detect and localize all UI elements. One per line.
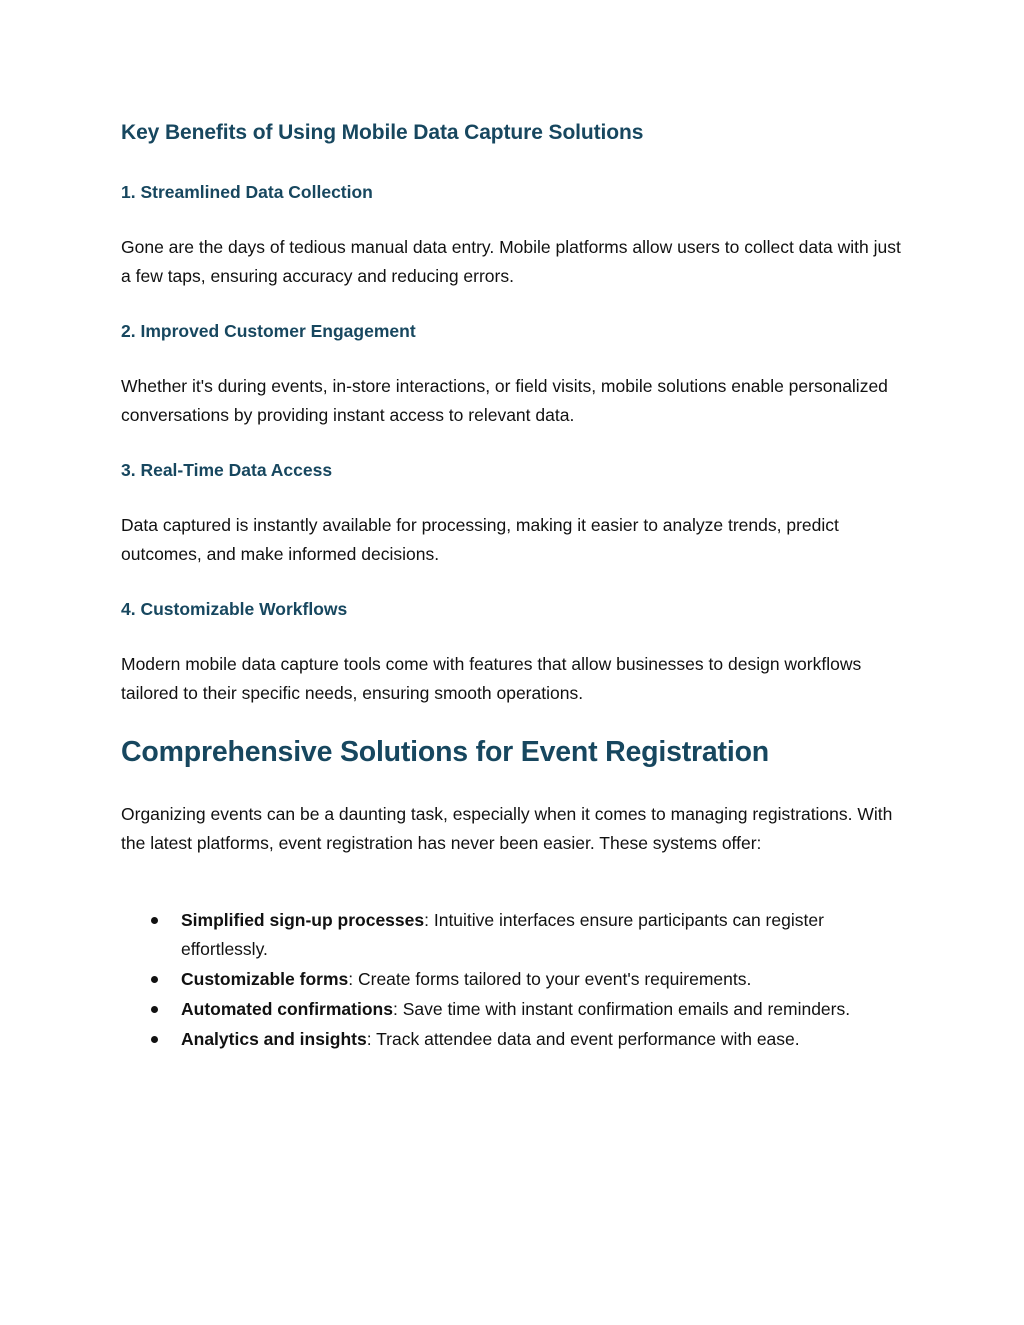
list-item xyxy=(121,1025,911,1054)
list-item-desc: : Intuitive interfaces ensure participants can register effortlessly. xyxy=(181,910,824,959)
benefit-heading-3: 3. Real-Time Data Access xyxy=(121,460,333,480)
list-item xyxy=(121,906,911,964)
bullet-icon xyxy=(151,1006,158,1013)
bullet-icon xyxy=(151,976,158,983)
list-item-desc: : Track attendee data and event performance with ease. xyxy=(366,1029,800,1049)
benefit-heading-1: 1. Streamlined Data Collection xyxy=(121,182,373,202)
section-title-event-registration: Comprehensive Solutions for Event Registration xyxy=(121,736,769,768)
benefit-body-1: Gone are the days of tedious manual data entry. Mobile platforms allow users to collect data with just a few taps, ensuring accuracy and reducing errors. xyxy=(121,237,901,286)
list-item-desc: : Create forms tailored to your event's requirements. xyxy=(348,969,752,989)
list-item-term: Simplified sign-up processes xyxy=(181,910,425,930)
bullet-icon xyxy=(151,917,158,924)
benefit-body-2: Whether it's during events, in-store interactions, or field visits, mobile solutions enable personalized conversations by providing instant access to relevant data. xyxy=(121,376,888,425)
list-item-term: Customizable forms xyxy=(181,969,349,989)
benefit-body-3: Data captured is instantly available for processing, making it easier to analyze trends, predict outcomes, and make informed decisions. xyxy=(121,515,839,564)
bullet-icon xyxy=(151,1036,158,1043)
feature-list xyxy=(121,906,911,1055)
list-item-desc: : Save time with instant confirmation emails and reminders. xyxy=(392,999,851,1019)
benefit-heading-4: 4. Customizable Workflows xyxy=(121,599,348,619)
section-title-key-benefits: Key Benefits of Using Mobile Data Capture Solutions xyxy=(121,121,644,144)
benefit-heading-2: 2. Improved Customer Engagement xyxy=(121,321,416,341)
list-item-term: Automated confirmations xyxy=(181,999,393,1019)
list-item xyxy=(121,995,911,1024)
event-registration-intro: Organizing events can be a daunting task, especially when it comes to managing registrations. With the latest platforms, event registration has never been easier. These systems offer: xyxy=(121,804,893,853)
list-item-term: Analytics and insights xyxy=(181,1029,367,1049)
list-item xyxy=(121,965,911,994)
benefit-body-4: Modern mobile data capture tools come with features that allow businesses to design workflows tailored to their specific needs, ensuring smooth operations. xyxy=(121,654,862,703)
